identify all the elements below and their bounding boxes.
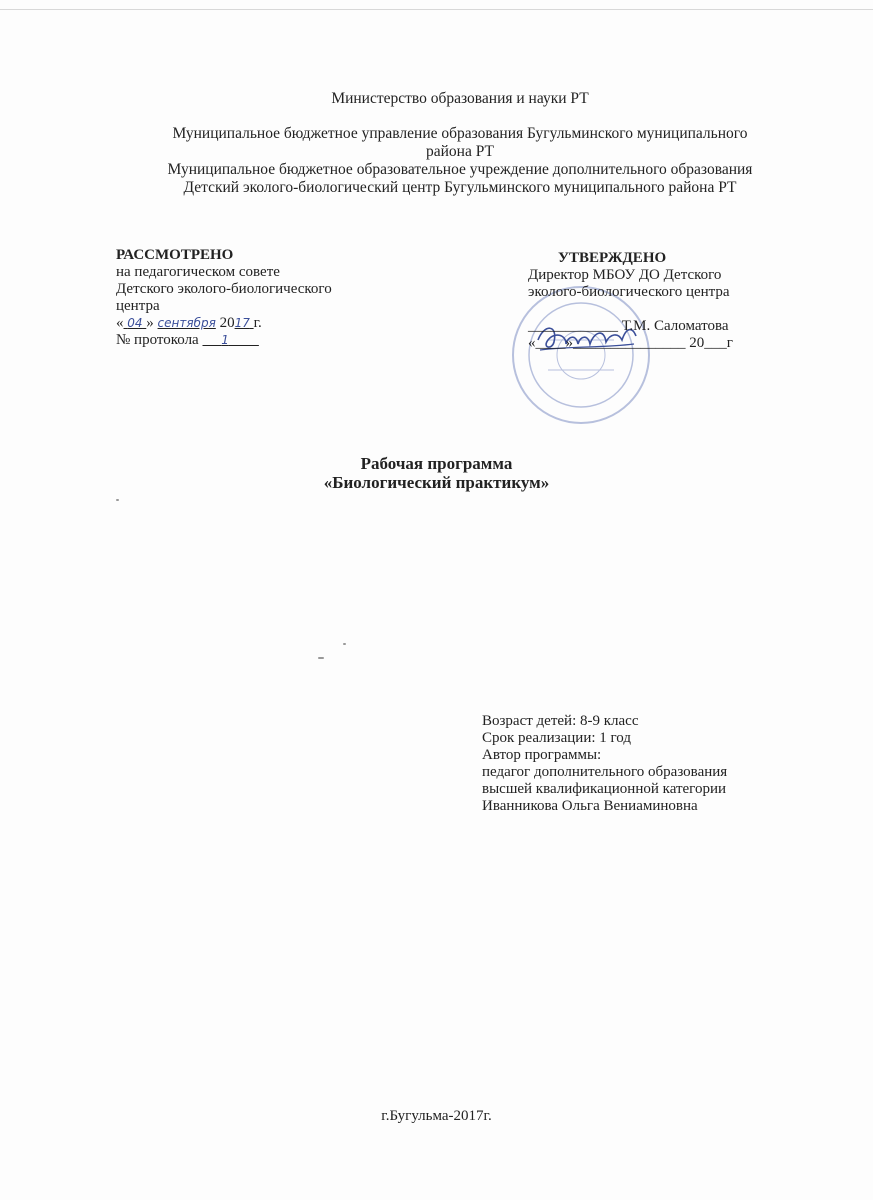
handwritten-protocol-number: 1 bbox=[221, 333, 229, 347]
director-signature-line: ____________ Т.М. Саломатова bbox=[528, 318, 729, 334]
considered-line3: центра bbox=[116, 298, 160, 314]
approval-date-line: «____»_______________ 20___г bbox=[528, 335, 733, 351]
title-line2: «Биологический практикум» bbox=[323, 473, 550, 492]
approved-heading: УТВЕРЖДЕНО bbox=[558, 250, 667, 266]
scan-speck bbox=[318, 657, 324, 659]
scan-edge-line bbox=[0, 9, 873, 10]
considered-line2: Детского эколого-биологического bbox=[116, 281, 332, 297]
scan-speck bbox=[343, 643, 346, 645]
protocol-number: № протокола 1 bbox=[116, 332, 229, 348]
handwritten-year: 17 bbox=[234, 316, 250, 330]
ministry-name: Министерство образования и науки РТ bbox=[331, 90, 589, 107]
municipal-administration-line1: Муниципальное бюджетное управление образования Бугульминского муниципального bbox=[172, 125, 748, 142]
municipal-administration-line2: района РТ bbox=[425, 143, 494, 160]
document-header bbox=[60, 90, 860, 197]
considered-heading: РАССМОТРЕНО bbox=[116, 247, 234, 263]
document-title bbox=[0, 454, 873, 492]
handwritten-month: сентября bbox=[157, 316, 216, 330]
author-position1: педагог дополнительного образования bbox=[482, 764, 728, 780]
program-info bbox=[482, 713, 842, 815]
considered-line1: на педагогическом совете bbox=[116, 264, 280, 280]
title-line1: Рабочая программа bbox=[360, 454, 513, 473]
author-name: Иванникова Ольга Вениаминовна bbox=[482, 798, 698, 814]
children-age: Возраст детей: 8-9 класс bbox=[482, 713, 639, 729]
place-and-year: г.Бугульма-2017г. bbox=[381, 1108, 492, 1124]
author-position2: высшей квалификационной категории bbox=[482, 781, 727, 797]
approved-block bbox=[528, 250, 858, 352]
considered-date: « 04 » сентября 2017 г. bbox=[116, 315, 262, 331]
handwritten-day: 04 bbox=[127, 316, 143, 330]
implementation-term: Срок реализации: 1 год bbox=[482, 730, 631, 746]
scan-speck bbox=[116, 499, 119, 501]
institution-name-line2: Детский эколого-биологический центр Бугульминского муниципального района РТ bbox=[183, 179, 737, 196]
author-label: Автор программы: bbox=[482, 747, 602, 763]
considered-block bbox=[116, 247, 406, 349]
approved-line1: Директор МБОУ ДО Детского bbox=[528, 267, 722, 283]
institution-name-line1: Муниципальное бюджетное образовательное учреждение дополнительного образования bbox=[167, 161, 753, 178]
approved-line2: эколого-биологического центра bbox=[528, 284, 730, 300]
